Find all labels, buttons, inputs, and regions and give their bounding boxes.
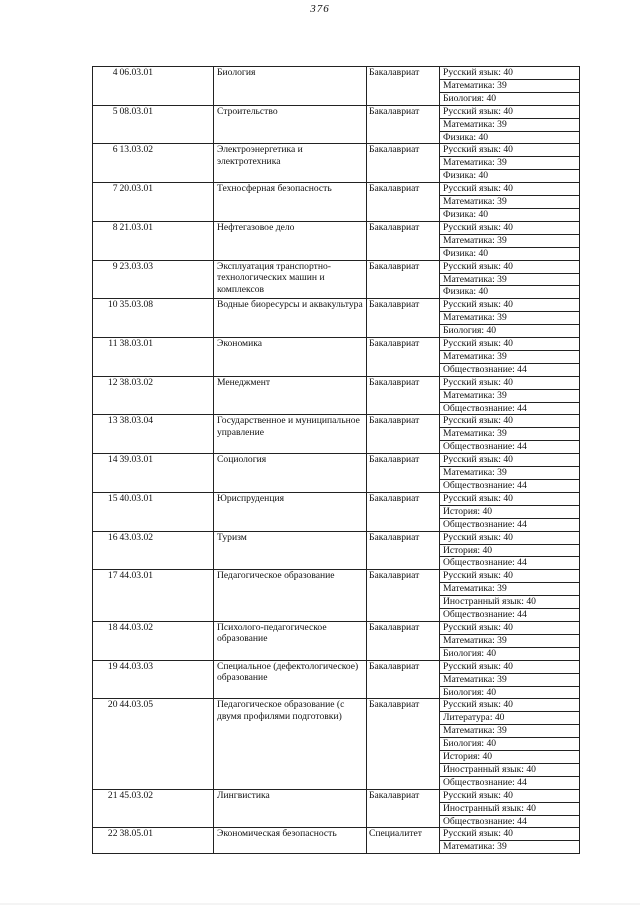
specialty-name-cell: Туризм xyxy=(214,531,367,570)
exam-min-score-cell: Математика: 39 xyxy=(440,157,580,170)
specialty-code-cell: 45.03.02 xyxy=(119,789,214,828)
specialty-name-cell: Биология xyxy=(214,67,367,106)
specialty-code-cell: 43.03.02 xyxy=(119,531,214,570)
table-row xyxy=(93,183,580,196)
exam-min-score-cell: Обществознание: 44 xyxy=(440,441,580,454)
exam-min-score-cell: Физика: 40 xyxy=(440,131,580,144)
exam-min-score-cell: История: 40 xyxy=(440,544,580,557)
specialty-name-cell: Педагогическое образование (с двумя профилями подготовки) xyxy=(214,699,367,789)
table-body xyxy=(93,67,580,854)
exam-min-score-cell: Русский язык: 40 xyxy=(440,828,580,841)
exam-min-score-cell: Русский язык: 40 xyxy=(440,299,580,312)
row-number-cell: 18 xyxy=(93,621,119,660)
education-level-cell: Бакалавриат xyxy=(367,570,440,622)
exam-min-score-cell: Биология: 40 xyxy=(440,92,580,105)
exam-min-score-cell: Физика: 40 xyxy=(440,247,580,260)
table-row xyxy=(93,789,580,802)
exam-min-score-cell: Математика: 39 xyxy=(440,673,580,686)
exam-min-score-cell: Обществознание: 44 xyxy=(440,609,580,622)
row-number-cell: 22 xyxy=(93,828,119,854)
exam-min-score-cell: Биология: 40 xyxy=(440,647,580,660)
specialty-code-cell: 38.03.04 xyxy=(119,415,214,454)
education-level-cell: Бакалавриат xyxy=(367,221,440,260)
exam-min-score-cell: Русский язык: 40 xyxy=(440,660,580,673)
table-row xyxy=(93,531,580,544)
education-level-cell: Специалитет xyxy=(367,828,440,854)
table-row xyxy=(93,105,580,118)
row-number-cell: 19 xyxy=(93,660,119,699)
education-level-cell: Бакалавриат xyxy=(367,531,440,570)
exam-min-score-cell: Русский язык: 40 xyxy=(440,531,580,544)
exam-min-score-cell: Математика: 39 xyxy=(440,725,580,738)
table-row xyxy=(93,338,580,351)
specialty-name-cell: Техносферная безопасность xyxy=(214,183,367,222)
education-level-cell: Бакалавриат xyxy=(367,105,440,144)
education-level-cell: Бакалавриат xyxy=(367,454,440,493)
row-number-cell: 8 xyxy=(93,221,119,260)
exam-min-score-cell: Русский язык: 40 xyxy=(440,67,580,80)
exam-min-score-cell: Обществознание: 44 xyxy=(440,557,580,570)
exam-min-score-cell: История: 40 xyxy=(440,751,580,764)
specialty-name-cell: Педагогическое образование xyxy=(214,570,367,622)
education-level-cell: Бакалавриат xyxy=(367,415,440,454)
table-row xyxy=(93,415,580,428)
specialty-name-cell: Экономическая безопасность xyxy=(214,828,367,854)
exam-min-score-cell: Математика: 39 xyxy=(440,841,580,854)
exam-min-score-cell: Русский язык: 40 xyxy=(440,415,580,428)
education-level-cell: Бакалавриат xyxy=(367,144,440,183)
table-row xyxy=(93,67,580,80)
education-level-cell: Бакалавриат xyxy=(367,376,440,415)
exam-min-score-cell: Иностранный язык: 40 xyxy=(440,763,580,776)
specialty-code-cell: 44.03.05 xyxy=(119,699,214,789)
specialty-name-cell: Нефтегазовое дело xyxy=(214,221,367,260)
specialty-name-cell: Экономика xyxy=(214,338,367,377)
row-number-cell: 9 xyxy=(93,260,119,299)
table-row xyxy=(93,828,580,841)
exam-min-score-cell: Русский язык: 40 xyxy=(440,699,580,712)
row-number-cell: 6 xyxy=(93,144,119,183)
exam-min-score-cell: Математика: 39 xyxy=(440,389,580,402)
exam-min-score-cell: Русский язык: 40 xyxy=(440,570,580,583)
table-row xyxy=(93,570,580,583)
specialty-name-cell: Социология xyxy=(214,454,367,493)
table-row xyxy=(93,660,580,673)
row-number-cell: 4 xyxy=(93,67,119,106)
table-row xyxy=(93,376,580,389)
exam-min-score-cell: Физика: 40 xyxy=(440,208,580,221)
exam-min-score-cell: Русский язык: 40 xyxy=(440,338,580,351)
specialty-code-cell: 13.03.02 xyxy=(119,144,214,183)
specialty-name-cell: Государственное и муниципальное управление xyxy=(214,415,367,454)
specialty-code-cell: 38.03.02 xyxy=(119,376,214,415)
exam-min-score-cell: Обществознание: 44 xyxy=(440,480,580,493)
table-row xyxy=(93,492,580,505)
row-number-cell: 21 xyxy=(93,789,119,828)
exam-min-score-cell: Иностранный язык: 40 xyxy=(440,596,580,609)
row-number-cell: 13 xyxy=(93,415,119,454)
exam-min-score-cell: Обществознание: 44 xyxy=(440,518,580,531)
exam-min-score-cell: История: 40 xyxy=(440,505,580,518)
row-number-cell: 10 xyxy=(93,299,119,338)
exam-min-score-cell: Математика: 39 xyxy=(440,118,580,131)
exam-min-score-cell: Обществознание: 44 xyxy=(440,815,580,828)
exam-min-score-cell: Обществознание: 44 xyxy=(440,776,580,789)
specialty-name-cell: Специальное (дефектологическое) образование xyxy=(214,660,367,699)
education-level-cell: Бакалавриат xyxy=(367,699,440,789)
education-level-cell: Бакалавриат xyxy=(367,338,440,377)
exam-min-score-cell: Математика: 39 xyxy=(440,234,580,247)
exam-min-score-cell: Русский язык: 40 xyxy=(440,492,580,505)
specialty-code-cell: 44.03.03 xyxy=(119,660,214,699)
row-number-cell: 7 xyxy=(93,183,119,222)
exam-min-score-cell: Математика: 39 xyxy=(440,467,580,480)
exam-min-score-cell: Русский язык: 40 xyxy=(440,789,580,802)
exam-min-score-cell: Математика: 39 xyxy=(440,428,580,441)
exam-min-score-cell: Русский язык: 40 xyxy=(440,221,580,234)
exam-min-score-cell: Математика: 39 xyxy=(440,79,580,92)
table-row xyxy=(93,221,580,234)
specialty-code-cell: 23.03.03 xyxy=(119,260,214,299)
education-level-cell: Бакалавриат xyxy=(367,260,440,299)
row-number-cell: 17 xyxy=(93,570,119,622)
row-number-cell: 5 xyxy=(93,105,119,144)
specialties-table xyxy=(92,66,580,854)
education-level-cell: Бакалавриат xyxy=(367,789,440,828)
exam-min-score-cell: Математика: 39 xyxy=(440,273,580,286)
specialty-code-cell: 44.03.02 xyxy=(119,621,214,660)
exam-min-score-cell: Русский язык: 40 xyxy=(440,621,580,634)
specialty-name-cell: Электроэнергетика и электротехника xyxy=(214,144,367,183)
education-level-cell: Бакалавриат xyxy=(367,660,440,699)
exam-min-score-cell: Математика: 39 xyxy=(440,350,580,363)
exam-min-score-cell: Обществознание: 44 xyxy=(440,402,580,415)
exam-min-score-cell: Обществознание: 44 xyxy=(440,363,580,376)
exam-min-score-cell: Русский язык: 40 xyxy=(440,183,580,196)
exam-min-score-cell: Русский язык: 40 xyxy=(440,144,580,157)
exam-min-score-cell: Математика: 39 xyxy=(440,583,580,596)
specialty-code-cell: 21.03.01 xyxy=(119,221,214,260)
specialty-code-cell: 35.03.08 xyxy=(119,299,214,338)
education-level-cell: Бакалавриат xyxy=(367,183,440,222)
table-row xyxy=(93,621,580,634)
education-level-cell: Бакалавриат xyxy=(367,492,440,531)
exam-min-score-cell: Иностранный язык: 40 xyxy=(440,802,580,815)
specialty-code-cell: 20.03.01 xyxy=(119,183,214,222)
row-number-cell: 15 xyxy=(93,492,119,531)
specialty-name-cell: Эксплуатация транспортно-технологических машин и комплексов xyxy=(214,260,367,299)
exam-min-score-cell: Биология: 40 xyxy=(440,738,580,751)
exam-min-score-cell: Физика: 40 xyxy=(440,286,580,299)
specialty-code-cell: 44.03.01 xyxy=(119,570,214,622)
education-level-cell: Бакалавриат xyxy=(367,621,440,660)
table-row xyxy=(93,454,580,467)
table-row xyxy=(93,699,580,712)
exam-min-score-cell: Русский язык: 40 xyxy=(440,376,580,389)
specialty-code-cell: 08.03.01 xyxy=(119,105,214,144)
row-number-cell: 16 xyxy=(93,531,119,570)
specialty-name-cell: Строительство xyxy=(214,105,367,144)
row-number-cell: 20 xyxy=(93,699,119,789)
exam-min-score-cell: Математика: 39 xyxy=(440,196,580,209)
specialty-name-cell: Психолого-педагогическое образование xyxy=(214,621,367,660)
specialty-name-cell: Лингвистика xyxy=(214,789,367,828)
specialty-code-cell: 38.03.01 xyxy=(119,338,214,377)
specialty-code-cell: 39.03.01 xyxy=(119,454,214,493)
exam-min-score-cell: Русский язык: 40 xyxy=(440,454,580,467)
education-level-cell: Бакалавриат xyxy=(367,67,440,106)
exam-min-score-cell: Литература: 40 xyxy=(440,712,580,725)
exam-min-score-cell: Биология: 40 xyxy=(440,325,580,338)
table-row xyxy=(93,299,580,312)
specialty-name-cell: Водные биоресурсы и аквакультура xyxy=(214,299,367,338)
specialty-code-cell: 40.03.01 xyxy=(119,492,214,531)
exam-min-score-cell: Физика: 40 xyxy=(440,170,580,183)
exam-min-score-cell: Математика: 39 xyxy=(440,634,580,647)
row-number-cell: 12 xyxy=(93,376,119,415)
education-level-cell: Бакалавриат xyxy=(367,299,440,338)
exam-min-score-cell: Русский язык: 40 xyxy=(440,105,580,118)
exam-min-score-cell: Русский язык: 40 xyxy=(440,260,580,273)
specialty-name-cell: Менеджмент xyxy=(214,376,367,415)
exam-min-score-cell: Математика: 39 xyxy=(440,312,580,325)
specialty-code-cell: 38.05.01 xyxy=(119,828,214,854)
specialty-name-cell: Юриспруденция xyxy=(214,492,367,531)
table-row xyxy=(93,144,580,157)
exam-min-score-cell: Биология: 40 xyxy=(440,686,580,699)
specialty-code-cell: 06.03.01 xyxy=(119,67,214,106)
row-number-cell: 11 xyxy=(93,338,119,377)
page-number: 376 xyxy=(310,3,330,15)
table-row xyxy=(93,260,580,273)
row-number-cell: 14 xyxy=(93,454,119,493)
